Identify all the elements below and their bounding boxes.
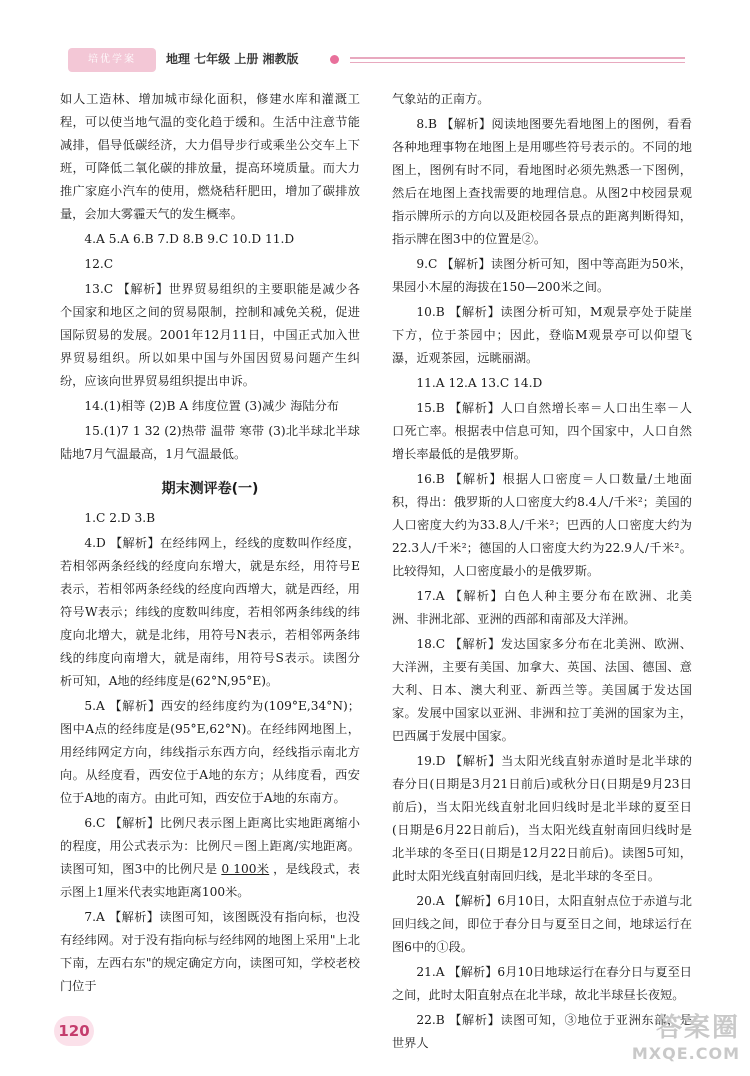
- answer-8: 8.B 【解析】阅读地图要先看地图上的图例，看看各种地理事物在地图上是用哪些符号表示的。不同的地图上，图例有时不同，看地图时必须先熟悉一下图例，然后在地图上查找需要的地理信息。从图2中校园景观指示牌所示的方向以及距校园各景点的距离判断得知，指示牌在图3中的位置是②。: [392, 117, 692, 246]
- watermark-url: MXQE.COM: [631, 1044, 740, 1063]
- answer-19: 19.D 【解析】当太阳光线直射赤道时是北半球的春分日(日期是3月21日前后)或秋分日(日期是9月23日前后)，当太阳光线直射北回归线时是北半球的夏至日(日期是6月22日前后)，当太阳光线直射南回归线时是北半球的冬至日(日期是12月22日前后)。读图5可知，此时太阳光线直射南回归线，是北半球的冬至日。: [392, 754, 692, 883]
- answer-21: 21.A 【解析】6月10日地球运行在春分日与夏至日之间，此时太阳直射点在北半球，故北半球昼长夜短。: [392, 965, 692, 1002]
- answer-4-11: 4.A 5.A 6.B 7.D 8.B 9.C 10.D 11.D: [84, 232, 295, 246]
- answer-7: 7.A 【解析】读图可知，该图既没有指向标，也没有经纬网。对于没有指向标与经纬网的地图上采用"上北下南，左西右东"的规定确定方向，读图可知，学校老校门位于: [60, 910, 360, 993]
- answer-16: 16.B 【解析】根据人口密度＝人口数量/土地面积，得出：俄罗斯的人口密度大约8.4人/千米²；美国的人口密度大约为33.8人/千米²；巴西的人口密度大约为22.3人/千米²；德国的人口密度大约为22.9人/千米²。比较得知，人口密度最小的是俄罗斯。: [392, 472, 692, 578]
- answer-4: 4.D 【解析】在经纬网上，经线的度数叫作经度，若相邻两条经线的经度向东增大，就是东经，用符号E表示，若相邻两条经线的经度向西增大，就是西经，用符号W表示；纬线的度数叫纬度，若相邻两条纬线的纬度向北增大，就是北纬，用符号N表示，若相邻两条纬线的纬度向南增大，就是南纬，用符号S表示。读图分析可知，A地的经纬度是(62°N,95°E)。: [60, 536, 360, 688]
- answer-22: 22.B 【解析】读图可知，③地位于亚洲东部，是世界人: [392, 1013, 692, 1050]
- answer-17: 17.A 【解析】白色人种主要分布在欧洲、北美洲、非洲北部、亚洲的西部和南部及大洋洲。: [392, 589, 692, 626]
- answer-6: [60, 812, 360, 904]
- scale-bar: 0 100米: [221, 862, 270, 876]
- answer-5: 5.A 【解析】西安的经纬度约为(109°E,34°N)；图中A点的经纬度是(95°E,62°N)。在经纬网地图上，用经纬网定方向，纬线指示东西方向，经线指示南北方向。从经度看，西安位于A地的东方；从纬度看，西安位于A地的南方。由此可知，西安位于A地的东南方。: [60, 699, 360, 805]
- page-header: [0, 0, 750, 80]
- answer-9: 9.C 【解析】读图分析可知，图中等高距为50米，果园小木屋的海拔在150—200米之间。: [392, 257, 692, 294]
- answer-15: 15.(1)7 1 32 (2)热带 温带 寒带 (3)北半球北半球陆地7月气温最高，1月气温最低。: [60, 424, 360, 461]
- section-title: 期末测评卷(一): [161, 481, 259, 497]
- page-number: 120: [54, 1016, 94, 1046]
- answer-10: 10.B 【解析】读图分析可知，M观景亭处于陡崖下方，位于茶园中；因此，登临M观景亭可以仰望飞瀑，近观茶园，远眺丽湖。: [392, 305, 692, 365]
- right-column: [392, 88, 692, 1057]
- answer-15: 15.B 【解析】人口自然增长率＝人口出生率－人口死亡率。根据表中信息可知，四个国家中，人口自然增长率最低的是俄罗斯。: [392, 401, 692, 461]
- answer-11-14: 11.A 12.A 13.C 14.D: [416, 376, 543, 390]
- watermark: [580, 1012, 740, 1064]
- answer-14: 14.(1)相等 (2)B A 纬度位置 (3)减少 海陆分布: [84, 399, 339, 413]
- answer-18: 18.C 【解析】发达国家多分布在北美洲、欧洲、大洋洲，主要有美国、加拿大、英国、法国、德国、意大利、日本、澳大利亚、新西兰等。美国属于发达国家。发展中国家以亚洲、非洲和拉丁美洲的国家为主，巴西属于发展中国家。: [392, 637, 692, 743]
- answer-continuation: 如人工造林、增加城市绿化面积，修建水库和灌溉工程，可以使当地气温的变化趋于缓和。生活中注意节能减排，倡导低碳经济，大力倡导步行或乘坐公交车上下班，可降低二氧化碳的排放量，提高环境质量。而大力推广家庭小汽车的使用，燃烧秸秆肥田，增加了碳排放量，会加大雾霾天气的发生概率。: [60, 92, 360, 221]
- book-series-tab: 培优学案: [68, 48, 156, 72]
- book-info: 地理 七年级 上册 湘教版: [166, 52, 299, 66]
- answer-12: 12.C: [84, 257, 114, 271]
- header-rule: [350, 57, 685, 59]
- answer-20: 20.A 【解析】6月10日，太阳直射点位于赤道与北回归线之间，即位于春分日与夏至日之间，地球运行在图6中的①段。: [392, 894, 692, 954]
- header-rule-thin: [350, 62, 685, 63]
- answer-7-continuation: 气象站的正南方。: [392, 92, 490, 106]
- answer-1-3: 1.C 2.D 3.B: [84, 511, 156, 525]
- answer-13: 13.C 【解析】世界贸易组织的主要职能是减少各个国家和地区之间的贸易限制，控制和减免关税，促进国际贸易的发展。2001年12月11日，中国正式加入世界贸易组织。所以如果中国与外国因贸易问题产生纠纷，应该向世界贸易组织提出申诉。: [60, 282, 360, 388]
- left-column: [60, 88, 360, 1000]
- answer-6-text-b: ，是线段式，表示图上1厘米代表实地距离100米。: [60, 862, 360, 899]
- decorative-dot: [330, 55, 339, 64]
- watermark-title: 答案圈: [655, 1013, 740, 1043]
- answer-6-text-a: 6.C 【解析】比例尺表示图上距离比实地距离缩小的程度，用公式表示为：比例尺＝图上距离/实地距离。读图可知，图3中的比例尺是: [60, 816, 360, 876]
